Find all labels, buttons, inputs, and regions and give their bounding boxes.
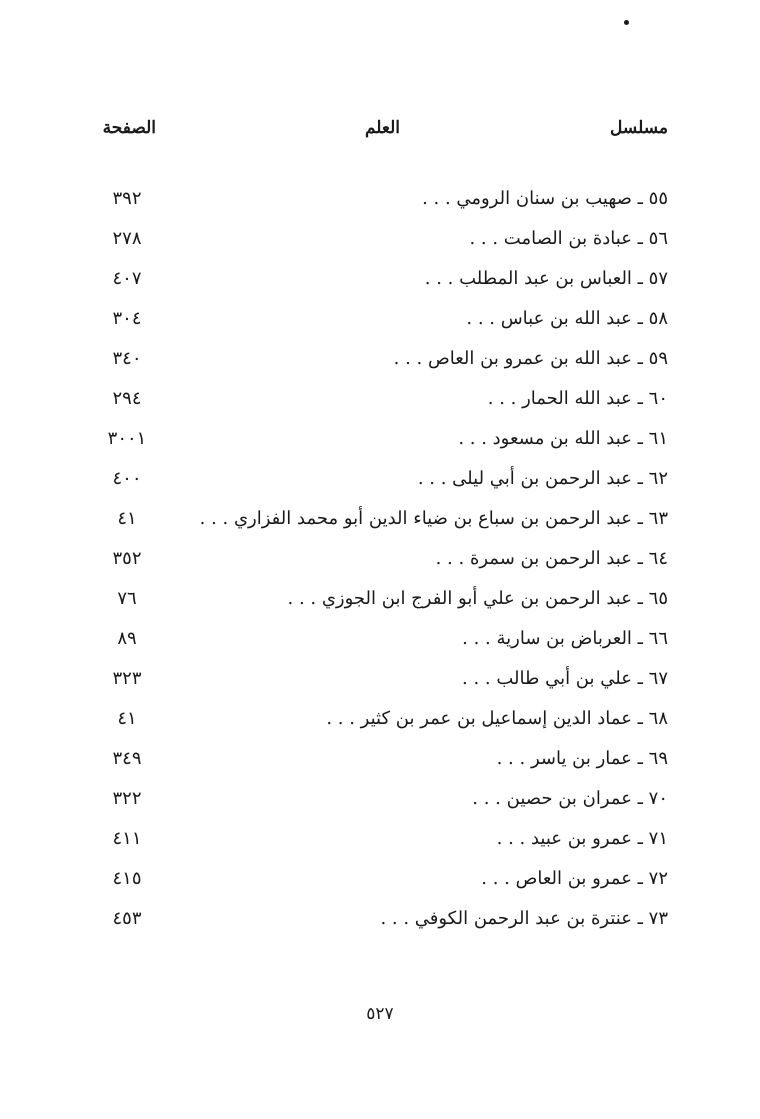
entry-name: ٦٩ ـ عمار بن ياسر . . . — [496, 748, 668, 769]
page-dot-mark — [624, 20, 629, 25]
entry-name: ٥٩ ـ عبد الله بن عمرو بن العاص . . . — [393, 348, 668, 369]
list-item — [96, 744, 668, 784]
list-item — [96, 824, 668, 864]
entry-page: ٣٠٤ — [112, 308, 142, 329]
entry-page: ٤١١ — [112, 828, 142, 849]
list-item — [96, 464, 668, 504]
list-item — [96, 304, 668, 344]
entry-name: ٦٦ ـ العرباض بن سارية . . . — [462, 628, 668, 649]
list-item — [96, 424, 668, 464]
entry-page: ٣٩٢ — [112, 188, 142, 209]
entry-name: ٧٢ ـ عمرو بن العاص . . . — [481, 868, 668, 889]
entry-name: ٦٨ ـ عماد الدين إسماعيل بن عمر بن كثير . . . — [326, 708, 668, 729]
list-item — [96, 184, 668, 224]
entry-page: ٣٢٢ — [112, 788, 142, 809]
list-item — [96, 904, 668, 944]
entry-name: ٥٧ ـ العباس بن عبد المطلب . . . — [424, 268, 668, 289]
page-number: ٥٢٧ — [366, 1004, 394, 1024]
entry-page: ٤٥٣ — [112, 908, 142, 929]
header-serial: مسلسل — [610, 118, 668, 138]
entry-page: ٣٤٩ — [112, 748, 142, 769]
entry-page: ٣٢٣ — [112, 668, 142, 689]
entry-page: ٨٩ — [117, 628, 137, 649]
entry-name: ٦٣ ـ عبد الرحمن بن سباع بن ضياء الدين أبو محمد الفزاري . . . — [199, 508, 668, 529]
entry-name: ٧١ ـ عمرو بن عبيد . . . — [496, 828, 668, 849]
list-item — [96, 624, 668, 664]
list-item — [96, 224, 668, 264]
entry-name: ٦٢ ـ عبد الرحمن بن أبي ليلى . . . — [417, 468, 668, 489]
entry-page: ٣٥٢ — [112, 548, 142, 569]
list-item — [96, 544, 668, 584]
entry-page: ٢٩٤ — [112, 388, 142, 409]
list-item — [96, 504, 668, 544]
header-page: الصفحة — [102, 118, 156, 138]
entry-page: ٤١ — [117, 508, 137, 529]
list-item — [96, 344, 668, 384]
entry-page: ٧٦ — [117, 588, 137, 609]
entry-page: ٣٠٠١ — [107, 428, 147, 449]
entry-name: ٧٣ ـ عنترة بن عبد الرحمن الكوفي . . . — [380, 908, 668, 929]
entry-page: ٤١٥ — [112, 868, 142, 889]
entry-name: ٦١ ـ عبد الله بن مسعود . . . — [458, 428, 668, 449]
index-list — [96, 184, 668, 944]
list-item — [96, 784, 668, 824]
list-item — [96, 384, 668, 424]
entry-name: ٥٨ ـ عبد الله بن عباس . . . — [466, 308, 668, 329]
entry-name: ٧٠ ـ عمران بن حصين . . . — [472, 788, 668, 809]
entry-page: ٢٧٨ — [112, 228, 142, 249]
entry-name: ٦٤ ـ عبد الرحمن بن سمرة . . . — [435, 548, 668, 569]
list-item — [96, 864, 668, 904]
entry-name: ٦٠ ـ عبد الله الحمار . . . — [487, 388, 668, 409]
list-item — [96, 704, 668, 744]
entry-name: ٥٦ ـ عبادة بن الصامت . . . — [469, 228, 668, 249]
entry-name: ٥٥ ـ صهيب بن سنان الرومي . . . — [422, 188, 668, 209]
list-item — [96, 664, 668, 704]
entry-name: ٦٧ ـ علي بن أبي طالب . . . — [462, 668, 668, 689]
list-item — [96, 264, 668, 304]
entry-page: ٣٤٠ — [112, 348, 142, 369]
entry-page: ٤٠٠ — [112, 468, 142, 489]
entry-name: ٦٥ ـ عبد الرحمن بن علي أبو الفرج ابن الجوزي . . . — [287, 588, 668, 609]
header-name: العلم — [364, 118, 400, 138]
list-item — [96, 584, 668, 624]
entry-page: ٤٠٧ — [112, 268, 142, 289]
entry-page: ٤١ — [117, 708, 137, 729]
index-header — [96, 118, 668, 144]
